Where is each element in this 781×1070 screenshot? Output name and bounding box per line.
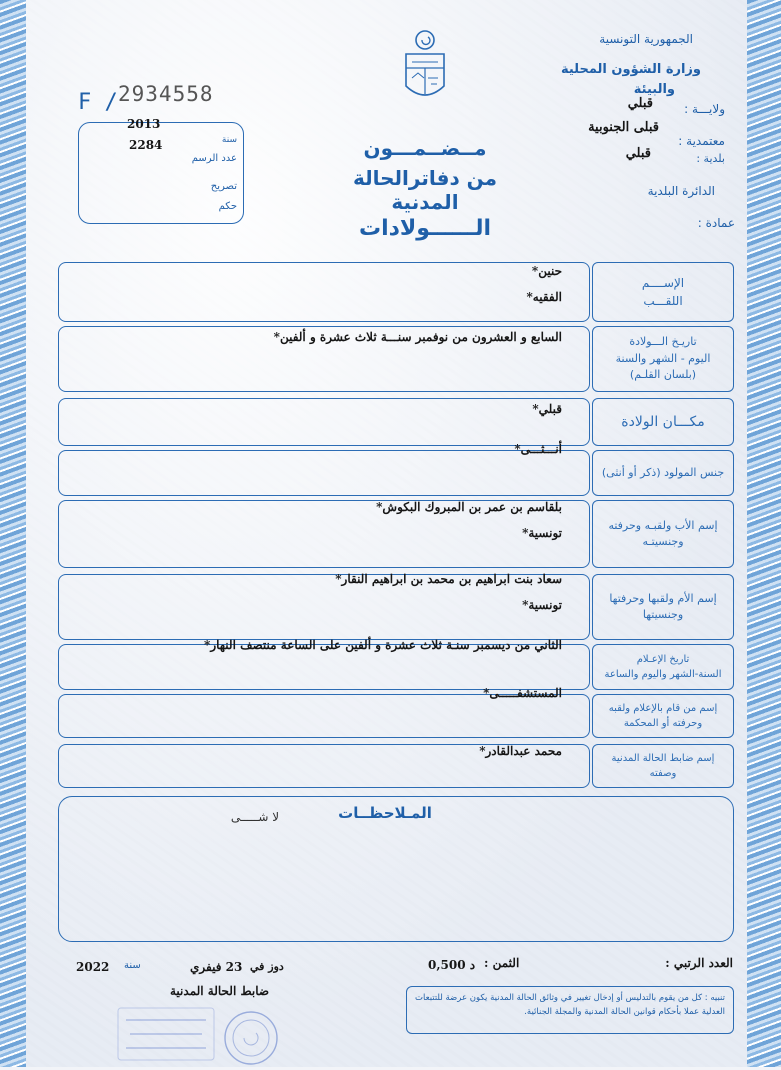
label-line: وجنسيتـه <box>642 535 684 548</box>
motamadia-label: معتمدية : <box>678 134 725 148</box>
row-officer-label <box>592 744 734 788</box>
row-birthdate-label <box>592 326 734 392</box>
ministry-name: وزارة الشؤون المحلية <box>560 62 701 77</box>
wilaya-label: ولايـــة : <box>684 102 725 116</box>
father-name-value: بلقاسم بن عمر بن المبروك البكوش* <box>376 500 562 514</box>
label-line: جنس المولود (ذكر أو أنثى) <box>601 465 725 479</box>
motamadia-value: قبلى الجنوبية <box>588 120 659 135</box>
issue-year-value: 2022 <box>76 960 110 974</box>
remarks-label: المـلاحظــات <box>338 804 432 822</box>
label-line: (بلسان القلـم) <box>629 368 697 382</box>
sex-value: أنـــثـــى* <box>514 442 562 456</box>
label-line: الإســــم <box>641 276 685 290</box>
last-name-value: الفقيه* <box>526 290 562 304</box>
right-decorative-border <box>747 0 781 1067</box>
label-line: مكـــان الولادة <box>621 413 705 430</box>
label-line: إسم الأب ولقبـه وحرفته <box>608 518 718 532</box>
official-round-stamp <box>218 1008 284 1066</box>
ministry-name-line2: والبيئة <box>633 82 675 97</box>
price-label: الثمن : <box>484 956 520 970</box>
row-declaration-date-label <box>592 644 734 690</box>
birthplace-value: قبلي* <box>532 402 562 416</box>
remarks-value: لا شـــــى <box>230 810 280 824</box>
label-line: تاريخ الإعـلام <box>636 654 690 665</box>
serial-number-label: العدد الرتبي : <box>665 956 733 970</box>
father-nationality-value: تونسية* <box>522 526 562 540</box>
row-declarant-field <box>58 694 590 738</box>
row-name-field <box>58 262 590 322</box>
row-mother-label <box>592 574 734 640</box>
row-birthplace-label <box>592 398 734 446</box>
mother-nationality-value: تونسية* <box>522 598 562 612</box>
tunisia-emblem-icon <box>398 28 452 108</box>
reg-number-label: عدد الرسم <box>191 153 237 164</box>
left-decorative-border <box>0 0 26 1067</box>
label-line: إسم ضابط الحالة المدنية <box>611 753 715 764</box>
omada-label: عمادة : <box>697 216 735 230</box>
label-line: وحرفته أو المحكمة <box>623 718 703 729</box>
reg-declaration-label: تصريح <box>210 181 237 192</box>
reg-number-value: 2284 <box>129 138 163 152</box>
reg-year-label: سنة <box>221 135 237 145</box>
first-name-value: حنين* <box>531 264 562 278</box>
row-sex-field <box>58 450 590 496</box>
issue-year-label: سنة <box>124 960 141 971</box>
reg-year-value: 2013 <box>127 117 161 131</box>
legal-notice-box <box>406 986 734 1034</box>
label-line: السنة-الشهر واليوم والساعة <box>604 669 722 680</box>
label-line: اللقـــب <box>643 294 683 308</box>
declaration-date-value: الثاني من ديسمبر سنـة ثلاث عشرة و ألفين على الساعة منتصف النهار* <box>204 638 562 652</box>
row-birthplace-field <box>58 398 590 446</box>
registration-box <box>78 117 244 224</box>
serial-prefix: F / <box>78 90 118 115</box>
issue-date-value: 23 فيفري <box>190 960 243 974</box>
legal-notice-text: تنبيه : كل من يقوم بالتدليس أو إدخال تغيير في وثائق الحالة المدنية يكون عرضة للتتبعات العدلية عملا بأحكام قوانين الحالة المدنية والمجلة الجنائية. <box>415 993 725 1018</box>
issue-date-prefix: دوز في <box>250 960 284 973</box>
birthdate-value: السابع و العشرون من نوفمبر سنـــة ثلاث عشرة و ألفين* <box>273 330 562 344</box>
mother-name-value: سعاد بنت ابراهيم بن محمد بن ابراهيم النقار* <box>335 572 562 586</box>
row-father-label <box>592 500 734 568</box>
label-line: إسم من قام بالإعلام ولقبه <box>608 703 718 714</box>
label-line: وجنسيتها <box>642 608 684 621</box>
baladia-value: قبلي <box>625 146 651 161</box>
official-rect-stamp <box>116 1006 216 1062</box>
baladia-label: بلدية : <box>696 152 725 165</box>
section-title: الــــــولادات <box>358 216 492 241</box>
price-value: 0,500 د <box>428 958 476 972</box>
declarant-value: المستشفـــــى* <box>483 686 562 700</box>
label-line: اليوم - الشهر والسنة <box>615 351 711 365</box>
label-line: إسم الأم ولقبها وحرفتها <box>609 591 717 605</box>
document-subtitle: من دفاترالحالة المدنية <box>352 166 498 214</box>
label-line: وصفته <box>649 768 677 779</box>
officer-signature-title: ضابط الحالة المدنية <box>170 984 270 998</box>
row-sex-label <box>592 450 734 496</box>
wilaya-value: قبلي <box>627 96 653 111</box>
serial-number: 2934558 <box>118 82 214 106</box>
reg-judgment-label: حكم <box>218 201 237 212</box>
daira-label: الدائرة البلدية <box>647 184 715 198</box>
row-name-label <box>592 262 734 322</box>
officer-name-value: محمد عبدالقادر* <box>479 744 562 758</box>
row-declarant-label <box>592 694 734 738</box>
document-title: مــضــمـــون <box>363 136 487 160</box>
republic-name: الجمهورية التونسية <box>599 32 693 46</box>
label-line: تاريـخ الـــولادة <box>629 335 697 349</box>
